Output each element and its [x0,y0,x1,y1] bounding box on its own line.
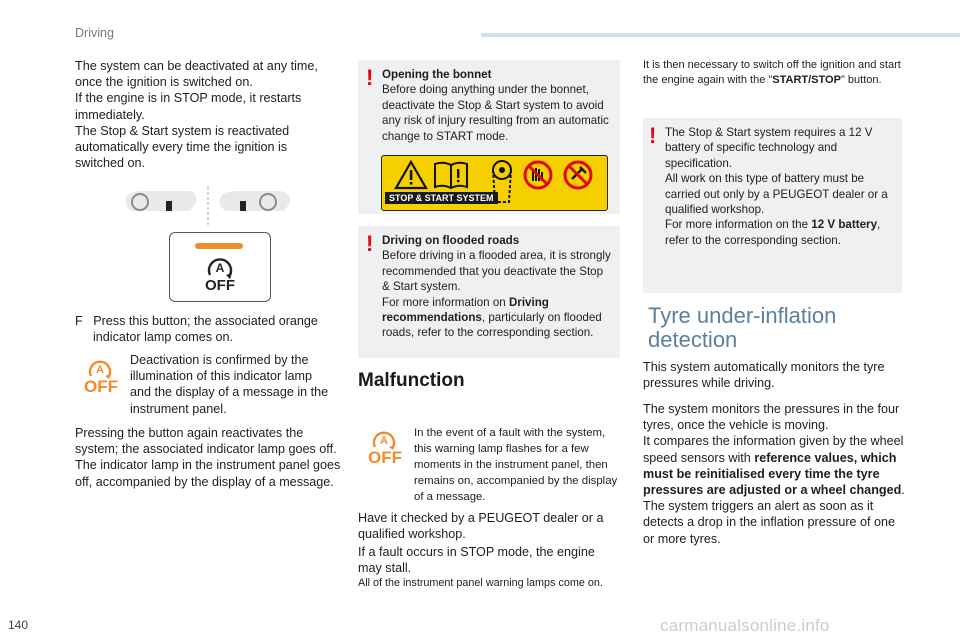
flooded-body-2-bold: Driving recommendations [382,295,549,325]
battery-line-2: All work on this type of battery must be carried out only by a PEUGEOT dealer or a qualified workshop. [665,172,888,217]
ignition-post: " button. [840,74,882,87]
flooded-body-2-post: , particularly on flooded roads, refer to the corresponding section. [382,311,602,340]
warning-mark: ! [366,231,374,256]
malf-lamp-off-label: OFF [368,448,402,467]
flooded-text [382,233,614,341]
tyre-para-2b-bold: reference values, which must be reinitialised every time the tyre pressures are adjusted or a wheel changed [643,450,902,498]
svg-text:A: A [215,261,225,275]
malfunction-indicator-lamp [368,428,400,472]
malfunction-text: In the event of a fault with the system, this warning lamp flashes for a few moments in the instrument panel, then remains on, accompanied by the display of a message. [414,427,618,503]
tyre-para-1: This system automatically monitors the tyre pressures while driving. [643,360,885,391]
tyre-para-2a: The system monitors the pressures in the four tyres, once the vehicle is moving. [643,402,900,433]
intro-text [75,58,335,171]
auto-a-orange-icon [371,428,397,450]
battery-line-3-bold: 12 V battery [811,218,878,232]
confirm-text: Deactivation is confirmed by the illumination of this indicator lamp and the display of a message in the instrument panel. [130,353,329,416]
auto-a-orange-icon [87,357,113,379]
flooded-body-2-pre: For more information on [382,295,509,309]
flooded-body-1: Before driving in a flooded area, it is strongly recommended that you deactivate the Stop & Start system. [382,249,611,294]
bonnet-text [382,67,612,144]
bonnet-body: Before doing anything under the bonnet, deactivate the Stop & Start system to avoid any risk of injury resulting from an automatic change to START mode. [382,83,609,143]
battery-text [665,125,897,248]
intro-para-2: If the engine is in STOP mode, it restarts immediately. [75,91,302,122]
warning-triangle-icon [394,160,428,190]
intro-para-1: The system can be deactivated at any time, once the ignition is switched on. [75,59,318,90]
press-instruction [75,313,335,345]
bonnet-warning-box [358,60,620,214]
tyre-para-2b-pre: It compares the information given by the wheel speed sensors with [643,434,904,465]
tyre-para-2b-post: . [901,483,905,498]
no-tool-icon [562,159,594,191]
svg-text:A: A [96,364,104,376]
warning-mark: ! [366,65,374,90]
tyre-heading: Tyre under-inflation detection [648,303,837,352]
battery-line-3-post: , refer to the corresponding section. [665,218,881,247]
no-hand-icon [522,159,554,191]
start-stop-label: START/STOP [772,74,841,87]
stop-start-warning-label [381,155,608,211]
stall-text: If a fault occurs in STOP mode, the engine may stall. [358,545,595,576]
lamps-text: All of the instrument panel warning lamps come on. [358,577,603,589]
battery-line-3-pre: For more information on the [665,218,812,232]
page-number: 140 [8,618,29,632]
ignition-pre: It is then necessary to switch off the ignition and start the engine again with the " [643,59,901,87]
auto-a-icon [206,255,234,279]
press-again-text: Pressing the button again reactivates the system; the associated indicator lamp goes off. The indicator lamp in the instrument panel goes off, accompanied by the display of a message. [75,426,341,489]
press-text: Press this button; the associated orange indicator lamp comes on. [93,314,318,345]
off-indicator-lamp [84,357,116,401]
intro-para-3: The Stop & Start system is reactivated automatically every time the ignition is switched on. [75,123,290,171]
header-rule [481,33,960,37]
battery-line-1: The Stop & Start system requires a 12 V battery of specific technology and specification. [665,126,873,170]
watermark: carmanualsonline.info [660,616,830,635]
button-orange-lamp [195,243,243,249]
flooded-roads-box [358,226,620,358]
stop-start-label-text: STOP & START SYSTEM [385,192,498,204]
bonnet-title: Opening the bonnet [382,68,492,81]
battery-warning-box [643,118,902,293]
svg-text:A: A [380,435,388,447]
dashboard-location-diagram [120,185,300,229]
tyre-para-2c: The system triggers an alert as soon as it detects a drop in the inflation pressure of one or more tyres. [643,499,896,546]
bullet-marker: F [75,314,83,328]
stop-start-off-button [169,232,271,302]
flooded-title: Driving on flooded roads [382,234,520,247]
section-title: Driving [75,26,114,40]
malfunction-heading: Malfunction [358,370,465,391]
manual-book-icon [432,160,470,190]
warning-mark: ! [649,123,657,148]
ignition-text [643,58,903,89]
check-text: Have it checked by a PEUGEOT dealer or a qualified workshop. [358,511,604,542]
tyre-para-2 [643,401,905,547]
button-off-label: OFF [205,277,235,294]
lamp-off-label: OFF [84,377,118,396]
